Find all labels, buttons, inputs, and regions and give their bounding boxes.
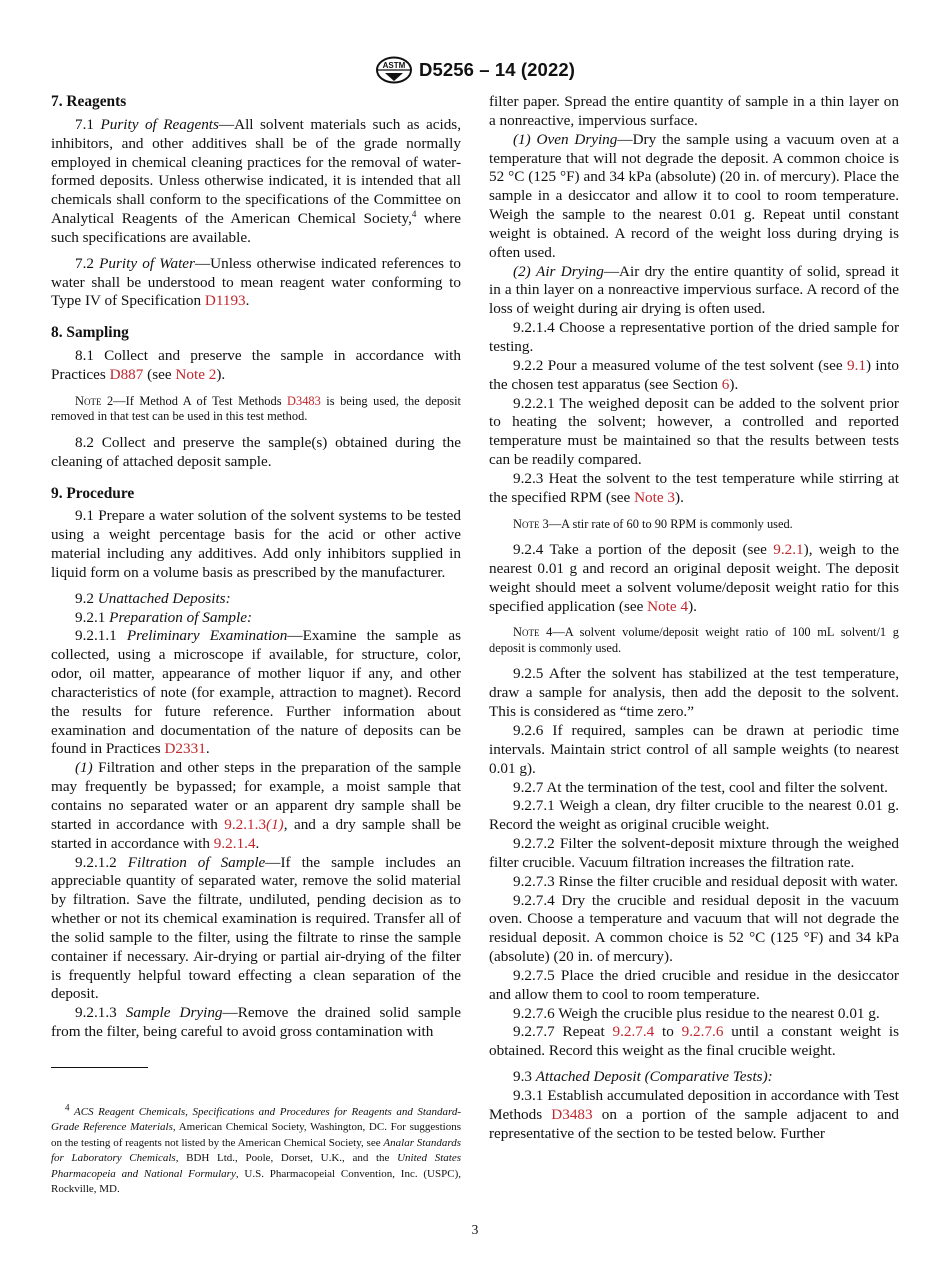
ref-9-2-7-6-link[interactable]: 9.2.7.6 [681,1023,724,1041]
ref-d887-link[interactable]: D887 [109,365,144,383]
para-8-1: 8.1 Collect and preserve the sample in accordance with Practices D887 (see Note 2). [51,347,461,383]
note-3: Note 3—A stir rate of 60 to 90 RPM is commonly used. [513,516,793,531]
para-9-2-7-2: 9.2.7.2 Filter the solvent-deposit mixture through the weighed filter crucible. Vacuum filtration increases the filtration rate. [489,835,899,871]
para-9-2-5: 9.2.5 After the solvent has stabilized at the test temperature, draw a sample for analysis, then add the deposit to the solvent. This is considered as “time zero.” [489,665,899,721]
astm-logo-lettering: ASTM [382,61,406,70]
footnote-ref-4: 4 [411,209,417,219]
para-9-1: 9.1 Prepare a water solution of the solvent systems to be tested using a weight percentage basis for the acid or other active material including any additives. Add only inhibitors supplied in liquid form on a volume basis as prescribed by the manufacturer. [51,507,461,581]
para-9-2-1: 9.2.1 Preparation of Sample: [75,608,253,626]
page-number: 3 [471,1222,479,1237]
ref-section-6-link[interactable]: 6 [721,375,730,393]
ref-note-4-link[interactable]: Note 4 [647,597,689,615]
note-4: Note 4—A solvent volume/deposit weight ratio of 100 mL solvent/1 g deposit is commonly used. [489,625,899,655]
standard-designation: D5256 – 14 (2022) [419,59,575,80]
ref-d3483-link-2[interactable]: D3483 [551,1105,593,1123]
para-9-2-6: 9.2.6 If required, samples can be drawn at periodic time intervals. Maintain strict control of all sample weights (to nearest 0.01 g). [489,721,899,777]
para-filtration-bypass: (1) Filtration and other steps in the preparation of the sample may frequently be bypassed; for example, a moist sample that contains no separated water or an apparent dry sample shall be started in accordance with 9.2.1.3(1), and a dry sample shall be started in accordance with 9.2.1.4. [51,759,462,852]
ref-9-1-link[interactable]: 9.1 [846,356,866,374]
para-9-2-1-1: 9.2.1.1 Preliminary Examination—Examine the sample as collected, using a microscope if available, for structure, color, odor, oil matter, appearance of mother liquor if any, and other characteristics of note (for example, attraction to magnet). Record the results for future reference. Further information about examination and documentation of the nature of deposits can be found in Practices D2331. [51,627,461,758]
ref-note-2-link[interactable]: Note 2 [175,365,217,383]
section-7-title: 7. Reagents [51,93,127,110]
note-2: Note 2—If Method A of Test Methods D3483 is being used, the deposit removed in that test can be used in this test method. [51,393,461,424]
footnote-4: $^4$ ACS Reagent Chemicals, Specifications and Procedures for Reagents and Standard-Grade Reference Materials, American Chemical Society, Washington, DC. For suggestions on the testing of reagents not listed by the American Chemical Society, see Analar Standards for Laboratory Chemicals, BDH Ltd., Poole, Dorset, U.K., and the United States Pharmacopeia and National Formulary, U.S. Pharmacopeial Convention, Inc. (USPC), Rockville, MD. [51,1102,462,1196]
section-8-title: 8. Sampling [51,324,129,342]
page-header [0,56,950,84]
ref-9-2-1-link[interactable]: 9.2.1 [773,541,804,559]
para-9-2-4: 9.2.4 Take a portion of the deposit (see 9.2.1), weigh to the nearest 0.01 g and record an original deposit weight. The deposit weight should meet a solvent volume/deposit weight ratio for this specified application (see Note 4). [489,541,899,615]
para-9-2-1-3-continued: filter paper. Spread the entire quantity of sample in a thin layer on a nonreactive, impervious surface. [489,93,899,129]
para-9-2-7: 9.2.7 At the termination of the test, cool and filter the solvent. [513,778,888,796]
right-column [489,93,899,1144]
para-7-2: 7.2 Purity of Water—Unless otherwise indicated references to water shall be understood to mean reagent water conforming to Type IV of Specification D1193. [51,254,462,310]
para-8-2: 8.2 Collect and preserve the sample(s) obtained during the cleaning of attached deposit sample. [51,433,461,470]
ref-9-2-1-3-link[interactable]: 9.2.1.3(1) [224,815,284,833]
para-9-2-1-2: 9.2.1.2 Filtration of Sample—If the sample includes an appreciable quantity of separated water, remove the solid material by filtration. Save the filtrate, undiluted, pending decision as to whether or not its chemical examination is required. Transfer all of the solid sample to the filter, using the filtrate to rinse the sample container if necessary. Air-drying or partial air-drying of the filter is frequently helpful toward effecting a clean separation of the deposit. [51,853,462,1003]
para-9-2-2-1: 9.2.2.1 The weighed deposit can be added to the solvent prior to heating the solvent; however, a controlled and reported temperature must be maintained so that the results between tests can be readily compared. [489,394,899,469]
astm-logo-icon [375,56,413,84]
footnote-divider [51,1067,148,1068]
para-9-3: 9.3 Attached Deposit (Comparative Tests): [513,1068,773,1086]
para-9-2-3: 9.2.3 Heat the solvent to the test temperature while stirring at the specified RPM (see Note 3). [489,469,899,506]
ref-note-3-link[interactable]: Note 3 [634,488,676,506]
section-9-title: 9. Procedure [51,484,135,502]
para-oven-drying: (1) Oven Drying—Dry the sample using a vacuum oven at a temperature that will not degrade the deposit. A common choice is 52 °C (125 °F) and 34 kPa (absolute) (20 in. of mercury). Place the sample in a desiccator and allow it to cool to room temperature. Weigh the sample to the nearest 0.01 g. Repeat until constant weight is obtained. A record of the weight loss during drying is often used. [489,130,899,261]
ref-d1193-link[interactable]: D1193 [204,292,246,310]
para-9-2-7-4: 9.2.7.4 Dry the crucible and residual deposit in the vacuum oven. Choose a temperature and vacuum that will not degrade the residual deposit. A common choice is 52 °C (125 °F) and 34 kPa (absolute) (20 in. of mercury). [489,891,899,966]
para-9-2-7-1: 9.2.7.1 Weigh a clean, dry filter crucible to the nearest 0.01 g. Record the weight as original crucible weight. [489,797,899,834]
para-9-2-7-3: 9.2.7.3 Rinse the filter crucible and residual deposit with water. [513,872,899,890]
para-9-2-7-5: 9.2.7.5 Place the dried crucible and residue in the desiccator and allow them to cool to room temperature. [489,966,899,1003]
para-9-3-1: 9.3.1 Establish accumulated deposition in accordance with Test Methods D3483 on a portion of the sample adjacent to and representative of the section to be tested below. Further [489,1087,900,1142]
para-9-2-1-3: 9.2.1.3 Sample Drying—Remove the drained solid sample from the filter, being careful to avoid gross contamination with [51,1004,462,1041]
para-air-drying: (2) Air Drying—Air dry the entire quantity of solid, spread it in a thin layer on a nonreactive impervious surface. A record of the loss of weight during air drying is often used. [489,262,900,318]
para-9-2-7-6: 9.2.7.6 Weigh the crucible plus residue to the nearest 0.01 g. [513,1004,880,1022]
para-7-1: 7.1 Purity of Reagents—All solvent materials such as acids, inhibitors, and other additives shall be of the grade normally employed in chemical cleaning practices for the removal of water-formed deposits. Unless otherwise indicated, it is intended that all chemicals shall conform to the specifications of the Committee on Analytical Reagents of the American Chemical Society,$^4$ where such specifications are available. [51,115,462,246]
para-9-2: 9.2 Unattached Deposits: [75,589,231,607]
ref-d2331-link[interactable]: D2331 [164,740,206,758]
ref-9-2-7-4-link[interactable]: 9.2.7.4 [612,1023,655,1041]
para-9-2-1-4: 9.2.1.4 Choose a representative portion of the dried sample for testing. [489,319,899,355]
para-9-2-7-7: 9.2.7.7 Repeat 9.2.7.4 to 9.2.7.6 until a constant weight is obtained. Record this weight as the final crucible weight. [489,1023,899,1060]
ref-9-2-1-4-link[interactable]: 9.2.1.4 [213,834,256,852]
left-column [51,93,461,1042]
para-9-2-2: 9.2.2 Pour a measured volume of the test solvent (see 9.1) into the chosen test apparatus (see Section 6). [489,356,900,393]
ref-d3483-link[interactable]: D3483 [287,393,321,408]
